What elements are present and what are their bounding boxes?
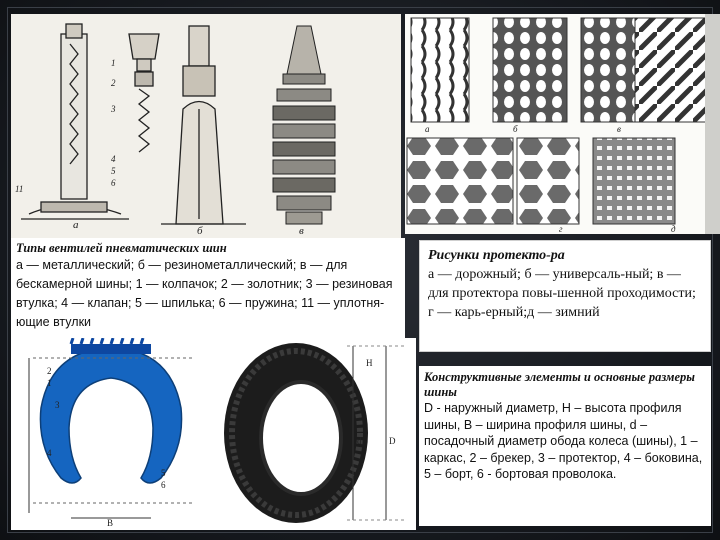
tire-structure-caption <box>419 366 711 526</box>
valve-number-6: 6 <box>111 178 116 188</box>
valve-types-description: а — металлический; б — резинометаллический; в — для бескамерной шины; 1 — колпачок; 2 — золотник; 3 — резиновая втулка; 4 — клапан; 5 — шпилька; 6 — пружина; 11 — уплотня-ющие втулки <box>16 258 393 329</box>
valve-number-2: 2 <box>111 78 116 88</box>
tread-letter-g: г <box>559 224 563 234</box>
tire-label-B: B <box>107 518 114 528</box>
tread-patterns-title: Рисунки протекто-ра <box>428 248 565 263</box>
valve-number-11: 11 <box>15 184 24 194</box>
tread-letter-a: а <box>425 124 430 134</box>
tread-letter-d: д <box>671 224 676 234</box>
tire-label-d: d <box>357 436 362 446</box>
tire-label-6: 6 <box>161 480 166 490</box>
tire-structure-title: Конструктивные элементы и основные размеры шины <box>424 370 695 399</box>
tread-patterns-caption <box>419 240 711 352</box>
tire-structure-figure <box>11 338 416 530</box>
tire-label-1: 1 <box>47 378 52 388</box>
tread-patterns-description: а — дорожный; б — универсаль-ный; в — для протектора повы-шенной проходимости; г — карь-ерный;д — зимний <box>428 267 696 320</box>
tire-label-D: D <box>389 436 396 446</box>
valve-number-4: 4 <box>111 154 116 164</box>
tire-label-4: 4 <box>47 448 52 458</box>
valve-letter-v: в <box>299 225 304 237</box>
tread-letter-b: б <box>513 124 518 134</box>
tire-label-2: 2 <box>47 366 52 376</box>
tire-label-3: 3 <box>55 400 60 410</box>
valve-types-caption <box>11 238 405 338</box>
valve-number-3: 3 <box>111 104 116 114</box>
valve-types-figure <box>11 14 401 238</box>
valve-types-title: Типы вентилей пневматических шин <box>16 241 227 255</box>
valve-letter-b: б <box>197 225 203 237</box>
tire-label-5: 5 <box>161 468 166 478</box>
tire-label-H-top: H <box>366 358 373 368</box>
valve-number-5: 5 <box>111 166 116 176</box>
tread-patterns-figure <box>405 14 720 234</box>
valve-letter-a: а <box>73 219 79 231</box>
tread-letter-v: в <box>617 124 621 134</box>
tire-structure-description: D - наружный диаметр, H – высота профиля шины, B – ширина профиля шины, d – посадочный диаметр обода колеса (шины), 1 – каркас, 2 – брекер, 3 – протектор, 4 – боковина, 5 – борт, 6 - бортовая проволока. <box>424 401 703 481</box>
valve-number-1: 1 <box>111 58 116 68</box>
